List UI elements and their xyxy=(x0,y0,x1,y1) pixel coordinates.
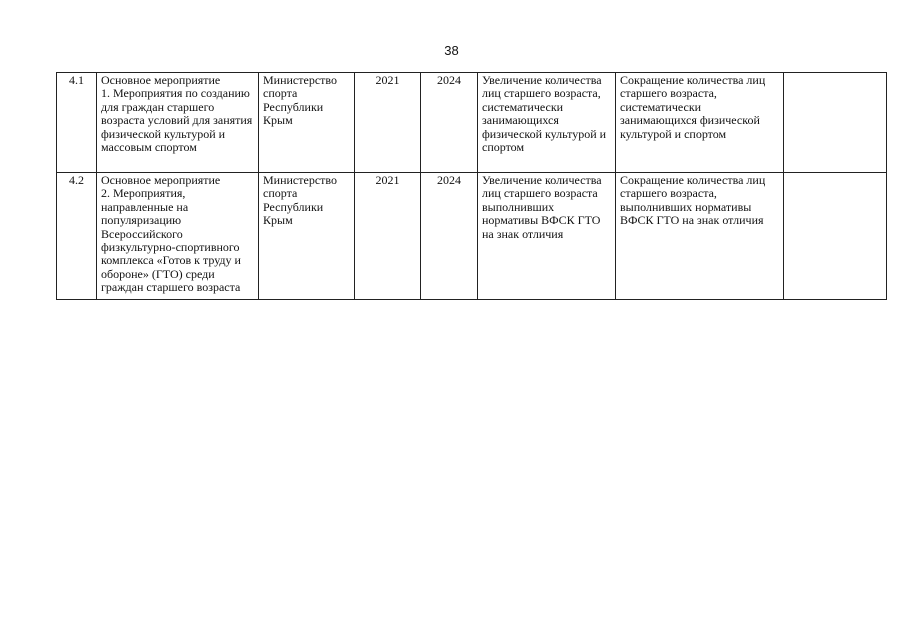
event-name-cell: Основное мероприятие 2. Мероприятия, направленные на популяризацию Всероссийского физкультурно-спортивного комплекса «Готов к труду и обороне» (ГТО) среди граждан старшего возраста xyxy=(97,173,259,300)
consequence-cell: Сокращение количества лиц старшего возраста, выполнивших нормативы ВФСК ГТО на знак отличия xyxy=(616,173,784,300)
expected-result-cell: Увеличение количества лиц старшего возраста выполнивших нормативы ВФСК ГТО на знак отличия xyxy=(478,173,616,300)
expected-result-cell: Увеличение количества лиц старшего возраста, систематически занимающихся физической культурой и спортом xyxy=(478,73,616,173)
end-year-cell: 2024 xyxy=(421,173,478,300)
executor-cell: Министерство спорта Республики Крым xyxy=(259,173,355,300)
row-number-cell: 4.2 xyxy=(57,173,97,300)
start-year-cell: 2021 xyxy=(355,173,421,300)
page-number: 38 xyxy=(444,43,459,58)
table-row xyxy=(57,173,887,300)
events-table xyxy=(56,72,887,300)
start-year-cell: 2021 xyxy=(355,73,421,173)
note-cell xyxy=(784,73,887,173)
table-row xyxy=(57,73,887,173)
row-number-cell: 4.1 xyxy=(57,73,97,173)
event-name-cell: Основное мероприятие 1. Мероприятия по созданию для граждан старшего возраста условий для занятия физической культурой и массовым спортом xyxy=(97,73,259,173)
end-year-cell: 2024 xyxy=(421,73,478,173)
consequence-cell: Сокращение количества лиц старшего возраста, систематически занимающихся физической культурой и спортом xyxy=(616,73,784,173)
note-cell xyxy=(784,173,887,300)
executor-cell: Министерство спорта Республики Крым xyxy=(259,73,355,173)
